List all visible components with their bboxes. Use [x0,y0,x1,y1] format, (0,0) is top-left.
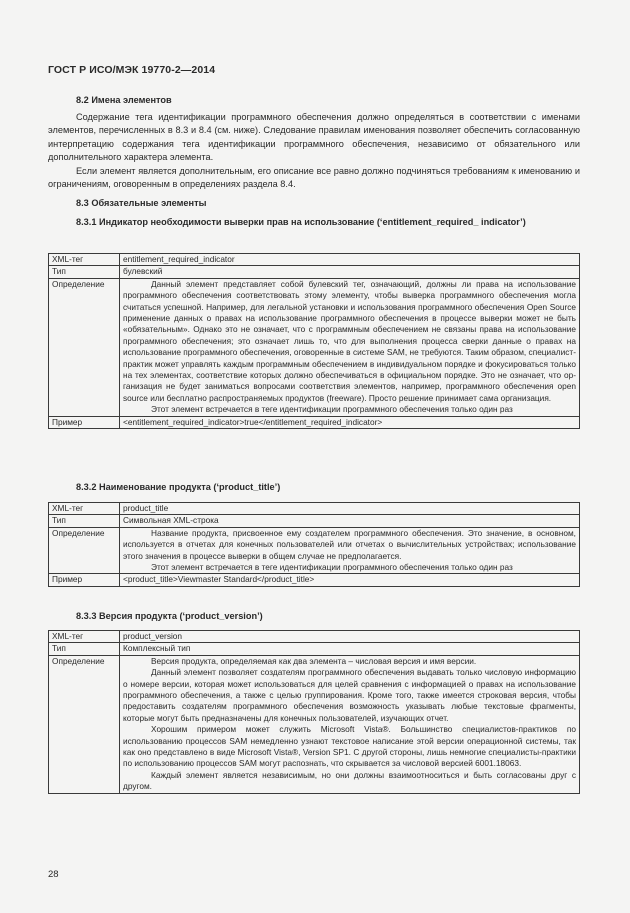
definition-paragraph: Данный элемент позволяет создателям программного обеспечения выдавать только числовую информацию о номере версии, которая может использоваться для целей сравнения с информацией о правах на использование программного обеспечения, а также с целью группирования. Кроме того, также имеется строковая версия, чтобы предоставить создателям программного обеспечения возможность указывать любые текстовые фрагменты, которые могут быть предназначены для конечных пользователей, изучающих отчет. [123,667,576,723]
element-table-product-version [48,630,580,794]
section-8-2-heading: 8.2 Имена элементов [76,95,172,105]
table-row [49,574,580,586]
table-row [49,527,580,574]
subsection-8-3-1-heading: 8.3.1 Индикатор необходимости выверки прав на использование (‘entitlement_required_ indicator’) [76,217,526,227]
table-key: Определение [49,527,120,574]
paragraph: Если элемент является дополнительным, его описание все равно должно подчиняться требованиям к именованию и ограничениям, оговоренным в определениях раздела 8.4. [48,165,580,190]
table-value: Символьная XML-строка [120,515,580,527]
table-row [49,254,580,266]
table-key: Определение [49,655,120,793]
table-key: XML-тег [49,254,120,266]
definition-paragraph: Хорошим примером может служить Microsoft Vista®. Большинство специалистов-практиков по использованию процессов SAM немедленно узнают текстовое написание этой версии операционной системы, так как оно представлено в виде Microsoft Vista®, Version SP1. С другой стороны, лишь немногие специалисты-практики по использованию процессов SAM могут распознать, что скрывается за числовой версией 6001.18063. [123,724,576,769]
element-table-entitlement [48,253,580,429]
subsection-8-3-3-heading: 8.3.3 Версия продукта (‘product_version’) [76,611,263,621]
table-value: product_version [120,631,580,643]
table-row [49,416,580,428]
table-key: Пример [49,574,120,586]
table-key: Тип [49,266,120,278]
definition-cell [120,278,580,416]
section-8-2-body [48,111,580,191]
table-key: XML-тег [49,503,120,515]
definition-cell [120,655,580,793]
table-row [49,631,580,643]
definition-paragraph: Каждый элемент является независимым, но они должны взаимоотноситься и быть согласованы друг с другом. [123,769,576,792]
definition-paragraph: Этот элемент встречается в теге идентификации программного обеспечения только один раз [151,404,513,415]
definition-paragraph: Название продукта, присвоенное ему создателем программного обеспечения. Это значение, в основном, используется в отчетах для конечных пользователей или отчетах о вычислительных устройствах; использование этого значения в процессе выверки в общем случае не предполагается. [123,527,576,561]
table-row [49,515,580,527]
table-row [49,643,580,655]
definition-paragraph: Данный элемент представляет собой булевский тег, означающий, должны ли права на использование программного обеспечения соответствовать этому элементу, чтобы выверка программного обеспечения могла считаться успешной. Например, для легальной установки и использования программного обеспечения Open Source применение данных о правах на использование программного обеспечения в процессе выверки может не быть «обязательным». Однако это не означает, что с программным обеспечением не связаны права на использование программного обеспечения; это означает лишь то, что для выполнения процесса сверки данные о правах на использование программного обеспечения, оговоренные в системе SAM, не требуются. Таким образом, специалист-практик может управлять каждым программным обеспечением в индивидуальном порядке и фокусироваться только на тех элементах, соответствие которых должно обеспечиваться в официальном порядке. Это не означает, что организация не будет заниматься вопросами соответствия элементов, например, программного обеспечения open source или бесплатно распространяемых продуктов (freeware). Просто решение принимает сама организация. [123,278,576,403]
definition-cell [120,527,580,574]
section-8-3-heading: 8.3 Обязательные элементы [76,198,207,208]
table-value: <product_title>Viewmaster Standard</product_title> [120,574,580,586]
paragraph: Содержание тега идентификации программного обеспечения должно определяться в соответствии с именами элементов, перечисленных в 8.3 и 8.4 (см. ниже). Следование правилам именования позволяет обеспечить согласованную интерпретацию содержания тега идентификации программного обеспечения, независимо от обязательного или дополнительного характера элемента. [48,112,580,163]
table-row [49,278,580,416]
table-value: product_title [120,503,580,515]
table-key: Определение [49,278,120,416]
table-key: Тип [49,643,120,655]
table-value: <entitlement_required_indicator>true</entitlement_required_indicator> [120,416,580,428]
table-value: булевский [120,266,580,278]
table-key: XML-тег [49,631,120,643]
document-header: ГОСТ Р ИСО/МЭК 19770-2—2014 [48,64,216,76]
table-key: Пример [49,416,120,428]
table-value: Комплексный тип [120,643,580,655]
element-table-product-title [48,502,580,587]
definition-paragraph: Версия продукта, определяемая как два элемента – числовая версия и имя версии. [151,655,477,666]
table-row [49,266,580,278]
table-key: Тип [49,515,120,527]
page-number: 28 [48,869,59,880]
table-value: entitlement_required_indicator [120,254,580,266]
subsection-8-3-2-heading: 8.3.2 Наименование продукта (‘product_title’) [76,482,281,492]
definition-paragraph: Этот элемент встречается в теге идентификации программного обеспечения только один раз [151,562,513,573]
table-row [49,655,580,793]
table-row [49,503,580,515]
